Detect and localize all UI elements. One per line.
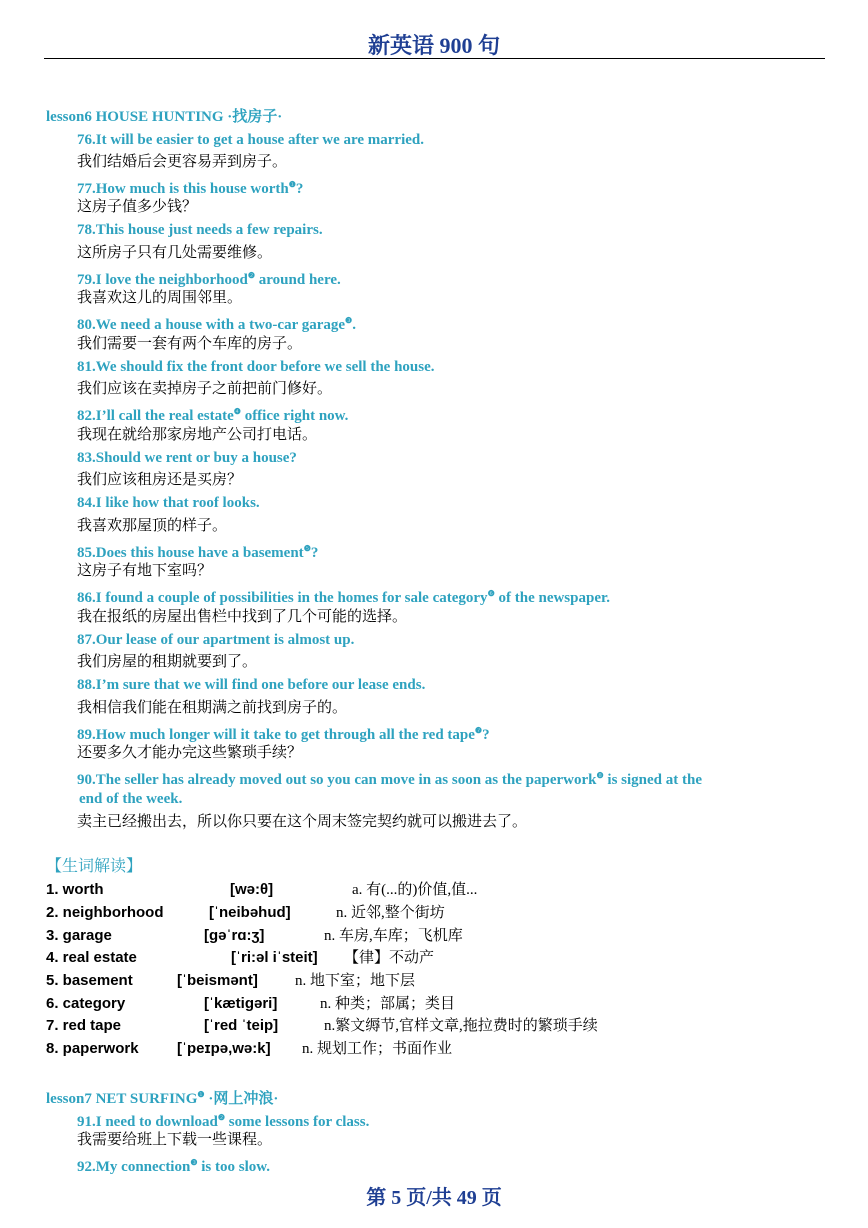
lesson6-item-76-zh: 我们结婚后会更容易弄到房子。 bbox=[77, 154, 288, 170]
vocab-word: 2. neighborhood bbox=[46, 904, 164, 921]
footnote-marker: ❶ bbox=[288, 180, 296, 189]
vocab-definition: n.繁文缛节,官样文章,拖拉费时的繁琐手续 bbox=[324, 1018, 598, 1034]
lesson6-item-77-en: 77.How much is this house worth$^❶$? bbox=[77, 180, 304, 197]
lesson6-item-83-zh: 我们应该租房还是买房？ bbox=[77, 472, 243, 488]
lesson6-item-88-zh: 我相信我们能在租期满之前找到房子的。 bbox=[77, 700, 348, 716]
lesson6-item-81-zh: 我们应该在卖掉房子之前把前门修好。 bbox=[77, 381, 333, 397]
lesson7-item-91-zh: 我需要给班上下载一些课程。 bbox=[77, 1132, 273, 1148]
vocab-heading: 【生词解读】 bbox=[46, 858, 143, 875]
lesson6-item-90-zh: 卖主已经搬出去，所以你只要在这个周末签完契约就可以搬进去了。 bbox=[77, 814, 528, 830]
page-footer-number: 第 5 页/共 49 页 bbox=[366, 1187, 502, 1209]
vocab-phonetic: [gəˈrɑ:ʒ] bbox=[204, 927, 265, 944]
lesson6-item-89-zh: 还要多久才能办完这些繁琐手续？ bbox=[77, 745, 303, 761]
footnote-marker: ❻ bbox=[487, 589, 495, 598]
footnote-marker: ❷ bbox=[217, 1113, 226, 1122]
lesson6-item-90-en: 90.The seller has already moved out so you can move in as soon as the paperwork$^❽$ is signed at the bbox=[77, 771, 702, 788]
vocab-phonetic: [ˈneibəhud] bbox=[209, 904, 291, 921]
lesson6-item-82-en: 82.I’ll call the real estate$^❹$ office right now. bbox=[77, 407, 349, 424]
lesson6-item-88-en: 88.I’m sure that we will find one before our lease ends. bbox=[77, 677, 426, 693]
lesson6-item-78-en: 78.This house just needs a few repairs. bbox=[77, 222, 323, 238]
footnote-marker: ❹ bbox=[233, 407, 241, 416]
page-header-title: 新英语 900 句 bbox=[367, 33, 500, 58]
vocab-definition: n. 近邻,整个街坊 bbox=[336, 905, 445, 921]
lesson6-item-86-zh: 我在报纸的房屋出售栏中找到了几个可能的选择。 bbox=[77, 609, 408, 625]
footnote-marker: ❷ bbox=[247, 271, 256, 280]
lesson6-item-78-zh: 这所房子只有几处需要维修。 bbox=[77, 245, 273, 261]
vocab-definition: a. 有(...的)价值,值... bbox=[352, 882, 478, 898]
vocab-word: 1. worth bbox=[46, 881, 104, 898]
vocab-word: 5. basement bbox=[46, 972, 133, 989]
lesson6-item-77-zh: 这房子值多少钱？ bbox=[77, 199, 198, 215]
footnote-marker: ❺ bbox=[303, 544, 311, 553]
vocab-word: 8. paperwork bbox=[46, 1040, 139, 1057]
vocab-definition: n. 种类；部属；类目 bbox=[320, 996, 456, 1012]
vocab-phonetic: [ˈbeismənt] bbox=[177, 972, 258, 989]
footnote-marker: ❸ bbox=[345, 316, 353, 325]
lesson6-item-90-en-continued: end of the week. bbox=[79, 791, 183, 807]
lesson6-item-82-zh: 我现在就给那家房地产公司打电话。 bbox=[77, 427, 318, 443]
lesson6-item-79-en: 79.I love the neighborhood$^❷$ around here. bbox=[77, 271, 341, 288]
vocab-phonetic: [ˈri:əl iˈsteit] bbox=[231, 949, 318, 966]
lesson6-item-81-en: 81.We should fix the front door before we sell the house. bbox=[77, 359, 435, 375]
vocab-word: 6. category bbox=[46, 995, 126, 1012]
lesson7-item-92-en: 92.My connection$^❸$ is too slow. bbox=[77, 1158, 271, 1175]
footnote-marker: ❽ bbox=[596, 771, 604, 780]
lesson6-item-89-en: 89.How much longer will it take to get through all the red tape$^❼$? bbox=[77, 726, 490, 743]
lesson6-title: lesson6 HOUSE HUNTING ·找房子· bbox=[46, 109, 283, 125]
lesson6-item-85-en: 85.Does this house have a basement$^❺$? bbox=[77, 544, 319, 561]
footnote-marker: ❼ bbox=[474, 726, 483, 735]
vocab-word: 7. red tape bbox=[46, 1017, 122, 1034]
vocab-word: 4. real estate bbox=[46, 949, 137, 966]
vocab-phonetic: [ˈred ˈteip] bbox=[204, 1017, 279, 1034]
lesson7-item-91-en: 91.I need to download$^❷$ some lessons for class. bbox=[77, 1113, 370, 1130]
lesson6-item-79-zh: 我喜欢这儿的周围邻里。 bbox=[77, 290, 243, 306]
lesson6-item-85-zh: 这房子有地下室吗？ bbox=[77, 563, 213, 579]
lesson6-item-87-zh: 我们房屋的租期就要到了。 bbox=[77, 654, 258, 670]
lesson6-item-80-zh: 我们需要一套有两个车库的房子。 bbox=[77, 336, 303, 352]
lesson6-item-86-en: 86.I found a couple of possibilities in the homes for sale category$^❻$ of the newspaper. bbox=[77, 589, 611, 606]
footnote-marker: ❶ bbox=[197, 1090, 205, 1099]
vocab-definition: 【律】不动产 bbox=[344, 950, 435, 966]
vocab-phonetic: [wə:θ] bbox=[230, 881, 274, 898]
lesson6-item-87-en: 87.Our lease of our apartment is almost up. bbox=[77, 632, 355, 648]
header-divider bbox=[44, 58, 825, 59]
lesson6-item-76-en: 76.It will be easier to get a house after we are married. bbox=[77, 132, 424, 148]
vocab-definition: n. 车房,车库；飞机库 bbox=[324, 928, 463, 944]
vocab-word: 3. garage bbox=[46, 927, 112, 944]
vocab-phonetic: [ˈpeɪpə,wə:k] bbox=[177, 1040, 271, 1057]
lesson6-item-80-en: 80.We need a house with a two-car garage$^❸$. bbox=[77, 316, 356, 333]
lesson6-item-83-en: 83.Should we rent or buy a house? bbox=[77, 450, 297, 466]
vocab-definition: n. 规划工作；书面作业 bbox=[302, 1041, 453, 1057]
lesson6-item-84-zh: 我喜欢那屋顶的样子。 bbox=[77, 518, 228, 534]
lesson6-item-84-en: 84.I like how that roof looks. bbox=[77, 495, 260, 511]
footnote-marker: ❸ bbox=[190, 1158, 198, 1167]
vocab-phonetic: [ˈkætigəri] bbox=[204, 995, 278, 1012]
lesson7-title: lesson7 NET $SURFING^❶$ ·网上冲浪· bbox=[46, 1090, 279, 1107]
vocab-definition: n. 地下室；地下层 bbox=[295, 973, 416, 989]
